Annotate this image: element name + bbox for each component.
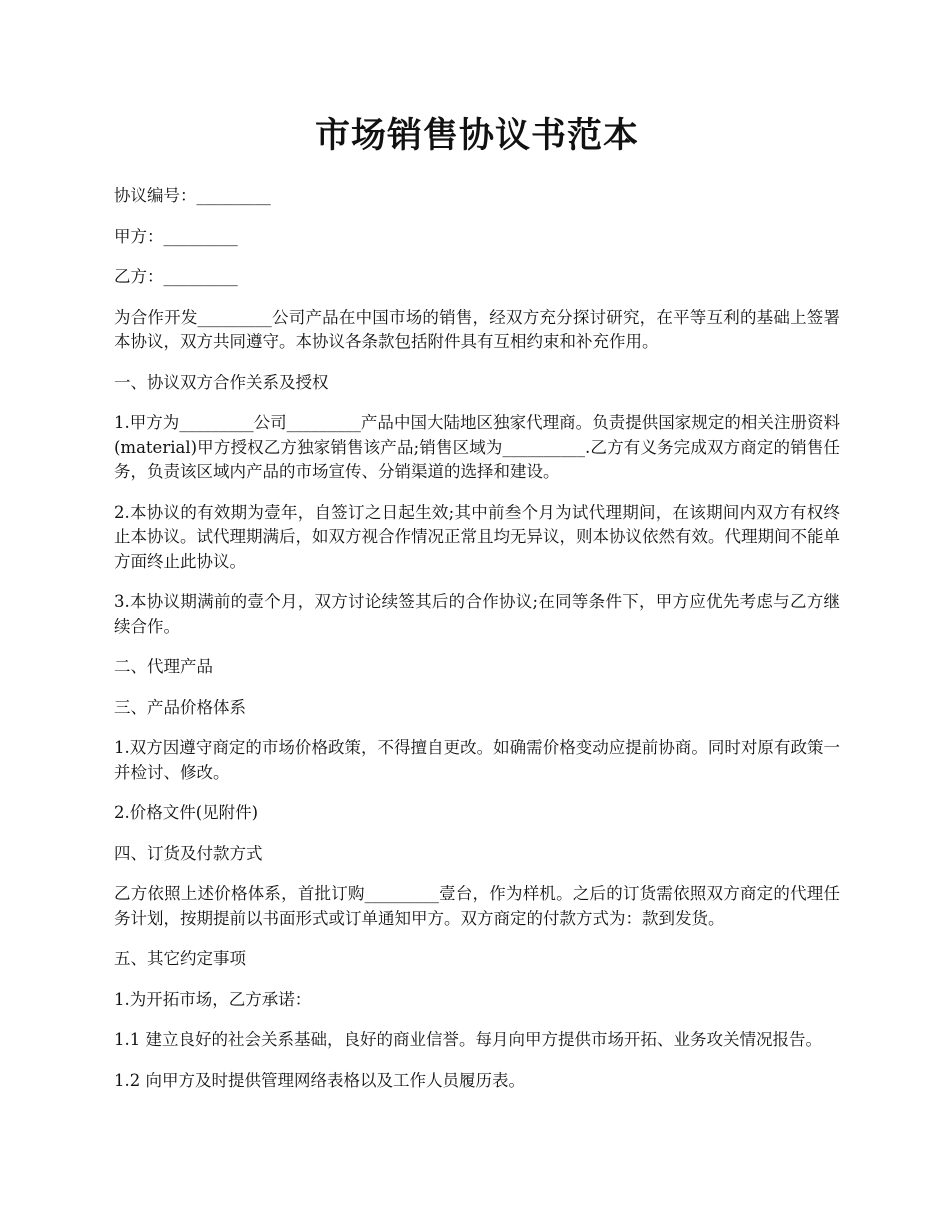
clause-1-1: 1.甲方为_________公司_________产品中国大陆地区独家代理商。负责提供国家规定的相关注册资料(material)甲方授权乙方独家销售该产品;销售区域为__________.乙方有义务完成双方商定的销售任务，负责该区域内产品的市场宣传、分销渠道的选择和建设。 [114,413,840,481]
section-heading-1: 一、协议双方合作关系及授权 [114,372,329,392]
clause-3-1: 1.双方因遵守商定的市场价格政策，不得擅自更改。如确需价格变动应提前协商。同时对原有政策一并检讨、修改。 [114,738,840,782]
clause-5-1: 1.为开拓市场，乙方承诺： [114,989,312,1009]
clause-5-1-1: 1.1 建立良好的社会关系基础，良好的商业信誉。每月向甲方提供市场开拓、业务攻关情况报告。 [114,1030,822,1049]
section-heading-4: 四、订货及付款方式 [114,843,263,863]
clause-4-body: 乙方依照上述价格体系，首批订购_________壹台，作为样机。之后的订货需依照双方商定的代理任务计划，按期提前以书面形式或订单通知甲方。双方商定的付款方式为：款到发货。 [114,884,840,928]
clause-1-2: 2.本协议的有效期为壹年，自签订之日起生效;其中前叁个月为试代理期间，在该期间内双方有权终止本协议。试代理期满后，如双方视合作情况正常且均无异议，则本协议依然有效。代理期间不能单方面终止此协议。 [114,502,840,571]
document-page [114,108,840,1109]
party-b-line: 乙方：_________ [114,267,238,286]
clause-5-1-2: 1.2 向甲方及时提供管理网络表格以及工作人员履历表。 [114,1070,525,1090]
document-title: 市场销售协议书范本 [314,115,639,156]
agreement-number-line: 协议编号：_________ [114,186,271,205]
section-heading-3: 三、产品价格体系 [114,697,246,717]
clause-1-3: 3.本协议期满前的壹个月，双方讨论续签其后的合作协议;在同等条件下，甲方应优先考虑与乙方继续合作。 [114,592,840,636]
party-a-line: 甲方：_________ [114,226,238,246]
clause-3-2: 2.价格文件(见附件) [114,803,259,822]
preamble-paragraph: 为合作开发_________公司产品在中国市场的销售，经双方充分探讨研究，在平等互利的基础上签署本协议，双方共同遵守。本协议各条款包括附件具有互相约束和补充作用。 [114,307,840,351]
section-heading-5: 五、其它约定事项 [114,949,246,968]
section-heading-2: 二、代理产品 [114,657,213,676]
